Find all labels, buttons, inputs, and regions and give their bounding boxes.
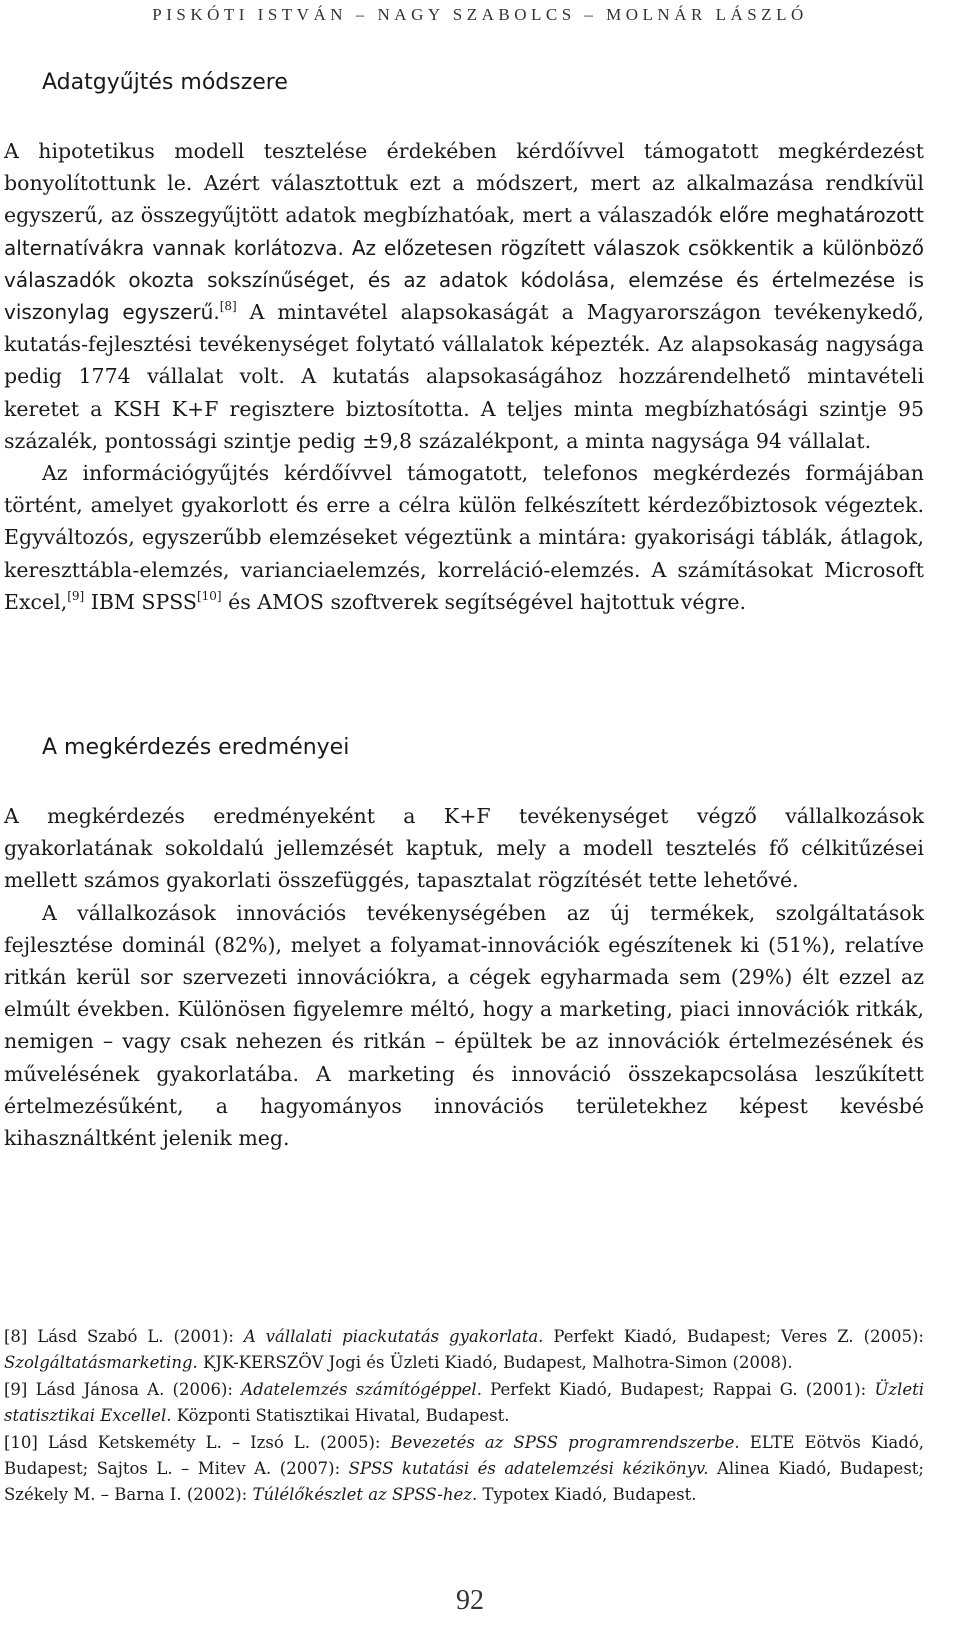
page-number: 92 [456, 1585, 484, 1616]
paragraph: A megkérdezés eredményeként a K+F tevékenységet végző vállalkozások gyakorlatának sokoldalú jellemzését kaptuk, mely a modell tesztelés fő célkitűzései mellett számos gyakorlati összefüggés, tapasztalat rögzítését tette lehetővé. [4, 804, 924, 893]
footnote-title: Túlélőkészlet az SPSS-hez. [252, 1485, 478, 1505]
paragraph-text: A hipotetikus modell tesztelése érdekében kérdőívvel támogatott megkérdezést bonyolítottunk le. Azért választottuk ezt a módszert, mert az alkalmazása rendkívül egyszerű, az összegyűjtött adatok megbízhatóak, mert a válaszadók [4, 139, 924, 228]
section-body-results [4, 800, 924, 1154]
footnote-ref-9[interactable]: [9] [67, 588, 85, 603]
footnote-text: Alinea Kiadó, Budapest; Székely M. – Barna I. (2002): [4, 1459, 924, 1505]
footnote-ref-8[interactable]: [8] [219, 299, 237, 314]
section-heading-data-collection: Adatgyűjtés módszere [42, 70, 288, 95]
paragraph-text: és AMOS szoftverek segítségével hajtottuk végre. [221, 589, 747, 614]
footnote-text: Typotex Kiadó, Budapest. [477, 1485, 697, 1505]
paragraph-text: Az információgyűjtés kérdőívvel támogatott, telefonos megkérdezés formájában történt, amelyet gyakorlott és erre a célra külön felkészített kérdezőbiztosok végeztek. Egyváltozós, egyszerűbb elemzéseket végeztünk a mintára: gyakorisági táblák, átlagok, kereszttábla-elemzés, varianciaelemzés, korreláció-elemzés. A számításokat Microsoft Excel, [4, 461, 924, 614]
footnote-ref-10[interactable]: [10] [196, 588, 222, 603]
paragraph-text-sans: előre meghatározott alternatívákra vannak korlátozva. Az előzetesen rögzített válaszok csökkentik a különböző válaszadók okozta sokszínűséget, és az adatok kódolása, elemzése és értelmezése is viszonylag egyszerű. [4, 203, 924, 325]
footnotes [4, 1324, 924, 1509]
footnote-title: Üzleti statisztikai Excellel. [4, 1379, 924, 1426]
footnote-text: [10] Lásd Ketskeméty L. – Izsó L. (2005): [4, 1432, 391, 1452]
section-body-data-collection [4, 135, 924, 618]
footnote-text: Perfekt Kiadó, Budapest; Rappai G. (2001): [481, 1379, 875, 1399]
footnote-text: Központi Statisztikai Hivatal, Budapest. [171, 1406, 510, 1426]
footnote-title: A vállalati piackutatás gyakorlata. [243, 1327, 544, 1346]
footnote-text: [8] Lásd Szabó L. (2001): [4, 1327, 244, 1346]
footnote-title: Bevezetés az SPSS programrendszerbe. [390, 1432, 740, 1452]
paragraph-text: A mintavétel alapsokaságát a Magyarországon tevékenykedő, kutatás-fejlesztési tevékenységet folytató vállalatok képezték. Az alapsokaság nagysága pedig 1774 vállalat volt. A kutatás alapsokaságához hozzárendelhető mintavételi keretet a KSH K+F regisztere biztosította. A teljes minta megbízhatósági szintje 95 százalék, pontossági szintje pedig ±9,8 százalékpont, a minta nagysága 94 vállalat. [4, 300, 924, 453]
paragraph: A vállalkozások innovációs tevékenységében az új termékek, szolgáltatások fejlesztése dominál (82%), melyet a folyamat-innovációk egészítenek ki (51%), relatíve ritkán kerül sor szervezeti innovációkra, a cégek egyharmada sem (29%) élt ezzel az elmúlt években. Különösen figyelemre méltó, hogy a marketing, piaci innovációk ritkák, nemigen – vagy csak nehezen és ritkán – épültek be az innovációk értelmezésének és művelésének gyakorlatába. A marketing és innováció összekapcsolása leszűkített értelmezésűként, a hagyományos innovációs területekhez képest kevésbé kihasználtként jelenik meg. [4, 900, 924, 1151]
paragraph [4, 457, 924, 618]
running-header: PISKÓTI ISTVÁN – NAGY SZABOLCS – MOLNÁR LÁSZLÓ [152, 5, 808, 24]
section-heading-results: A megkérdezés eredményei [42, 735, 350, 760]
footnote-text: KJK-KERSZÖV Jogi és Üzleti Kiadó, Budapest, Malhotra-Simon (2008). [197, 1353, 793, 1373]
paragraph-text: IBM SPSS [84, 589, 197, 614]
footnote-10 [4, 1430, 924, 1509]
footnote-9 [4, 1377, 924, 1430]
paragraph [4, 135, 924, 457]
footnote-title: SPSS kutatási és adatelemzési kézikönyv. [348, 1459, 709, 1479]
footnote-title: Adatelemzés számítógéppel. [241, 1379, 482, 1399]
footnote-8 [4, 1324, 924, 1377]
footnote-title: Szolgáltatásmarketing. [4, 1353, 198, 1373]
footnote-text: ELTE Eötvös Kiadó, Budapest; Sajtos L. – Mitev A. (2007): [4, 1432, 924, 1479]
footnote-text: Perfekt Kiadó, Budapest; Veres Z. (2005): [543, 1327, 924, 1346]
footnote-text: [9] Lásd Jánosa A. (2006): [4, 1379, 242, 1399]
